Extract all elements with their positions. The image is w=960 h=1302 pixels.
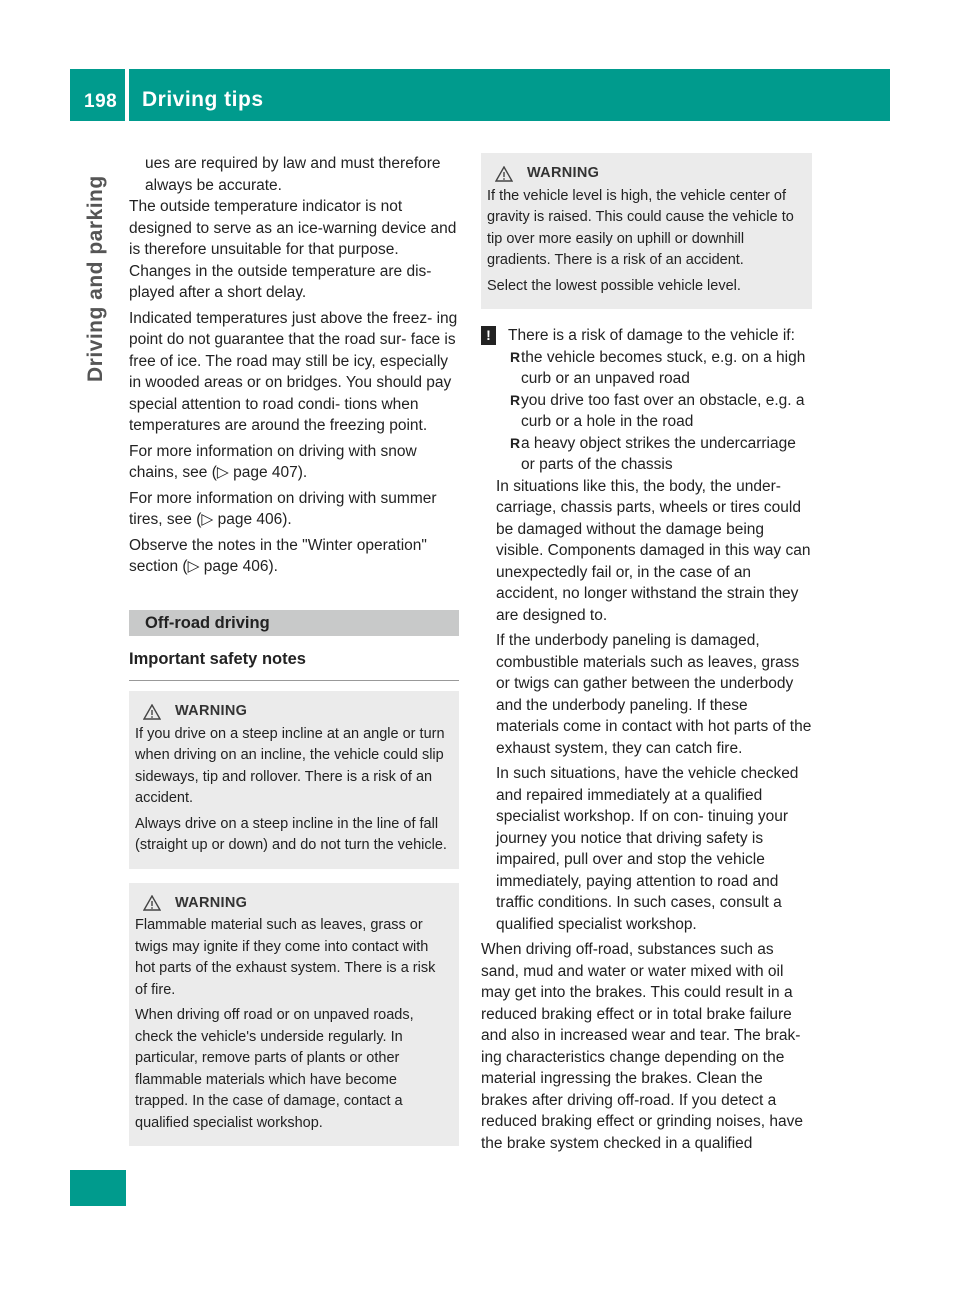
notice-paragraph: If the underbody paneling is damaged, combustible materials such as leaves, grass or twigs can gather between the underbody and the underbody paneling. If these materials come in contact with hot parts of the exhaust system, they can catch fire. — [496, 632, 812, 757]
warning-text: Flammable material such as leaves, grass or twigs may ignite if they come into contact with hot parts of the exhaust system. There is a risk of fire. — [135, 917, 436, 998]
snow-chains-line-1: For more information on driving with snow — [129, 442, 417, 460]
section-heading: Off-road driving — [129, 610, 459, 636]
notice-paragraph: In such situations, have the vehicle checked and repaired immediately at a qualified specialist workshop. If on con- tinuing your journey you notice that driving safety is impaired, pull over and stop the vehicle immediately, paying attention to road and traffic conditions. In such cases, consult a qualified specialist workshop. — [496, 765, 799, 933]
left-column — [129, 153, 459, 1146]
winter-operation-line-1: Observe the notes in the "Winter operation" — [129, 536, 427, 554]
right-column — [481, 153, 812, 1154]
warning-text: If you drive on a steep incline at an angle or turn when driving on an incline, the vehicle could slip sideways, tip and rollover. There is a risk of an accident. — [135, 725, 445, 806]
brakes-paragraph: When driving off-road, substances such as sand, mud and water or water mixed with oil may get into the brakes. This could result in a reduced braking effect or in total brake failure and also in increased wear and tear. The brak- ing characteristics change depending on the material ingressing the brakes. Clean the brakes after driving off-road. If you detect a reduced braking effect or grinding noises, have the brake system checked in a qualified — [481, 941, 803, 1152]
exclamation-icon: ! — [481, 326, 496, 345]
bullet-icon: R — [510, 434, 521, 451]
warning-title: WARNING — [527, 165, 600, 181]
warning-text: If the vehicle level is high, the vehicle center of gravity is raised. This could cause the vehicle to tip over more easily on uphill or downhill gradients. There is a risk of an accident. — [487, 187, 794, 268]
winter-operation-line-2[interactable]: section (▷ page 406). — [129, 558, 278, 575]
warning-triangle-icon — [143, 704, 161, 720]
warning-instruction: Always drive on a steep incline in the line of fall (straight up or down) and do not turn the vehicle. — [135, 815, 447, 853]
bullet-icon: R — [510, 348, 521, 365]
warning-header — [487, 163, 804, 185]
notice-intro: There is a risk of damage to the vehicle if: — [508, 327, 795, 344]
intro-line-2: always be accurate. — [145, 176, 282, 194]
warning-title: WARNING — [175, 894, 248, 911]
page-number: 198 — [84, 91, 118, 112]
chapter-section-title: Driving tips — [142, 88, 264, 111]
notice-details — [481, 476, 812, 936]
warning-title: WARNING — [175, 703, 248, 719]
warning-box-incline — [129, 691, 459, 869]
list-item: R you drive too fast over an obstacle, e.g. a curb or a hole in the road — [508, 390, 812, 433]
notice-paragraph: In situations like this, the body, the under- carriage, chassis parts, wheels or tires could be damaged without the damage being visible. Components damaged in this way can unexpectedly fail or, in the case of an accident, no longer withstand the strain they are designed to. — [496, 477, 811, 624]
damage-causes-list — [508, 347, 812, 476]
warning-instruction: When driving off road or on unpaved roads, check the vehicle's underside regularly. In particular, remove parts of plants or other flammable materials which have become trapped. In the case of damage, contact a qualified specialist workshop. — [135, 1007, 414, 1131]
ice-warning-paragraph: Indicated temperatures just above the freez- ing point do not guarantee that the road sur- face is free of ice. The road may still be icy, especially in wooded areas or on bridges. You should pay special attention to road condi- tions when temperatures are around the freezing point. — [129, 309, 458, 434]
sidebar-chapter-label: Driving and parking — [84, 175, 107, 382]
warning-box-vehicle-level — [481, 153, 812, 309]
list-item: R a heavy object strikes the undercarriage or parts of the chassis — [508, 433, 812, 476]
warning-header — [135, 893, 451, 915]
subsection-heading: Important safety notes — [129, 649, 459, 682]
header-divider — [125, 69, 129, 121]
outside-temp-paragraph: The outside temperature indicator is not designed to serve as an ice-warning device and is therefore unsuitable for that purpose. Changes in the outside temperature are dis- played after a short delay. — [129, 198, 457, 301]
intro-line-1: ues are required by law and must therefore — [145, 155, 441, 172]
warning-triangle-icon — [495, 166, 513, 182]
summer-tires-line-1: For more information on driving with summer — [129, 489, 437, 507]
warning-triangle-icon — [143, 895, 161, 911]
summer-tires-line-2[interactable]: tires, see (▷ page 406). — [129, 511, 292, 528]
sidebar-marker — [70, 1170, 126, 1206]
warning-instruction: Select the lowest possible vehicle level. — [487, 277, 741, 294]
list-item: R the vehicle becomes stuck, e.g. on a high curb or an unpaved road — [508, 347, 812, 390]
bullet-icon: R — [510, 391, 521, 408]
damage-notice — [481, 325, 812, 476]
warning-box-flammable — [129, 883, 459, 1147]
snow-chains-line-2[interactable]: chains, see (▷ page 407). — [129, 464, 308, 481]
notice-body — [508, 325, 812, 476]
warning-header — [135, 701, 451, 723]
